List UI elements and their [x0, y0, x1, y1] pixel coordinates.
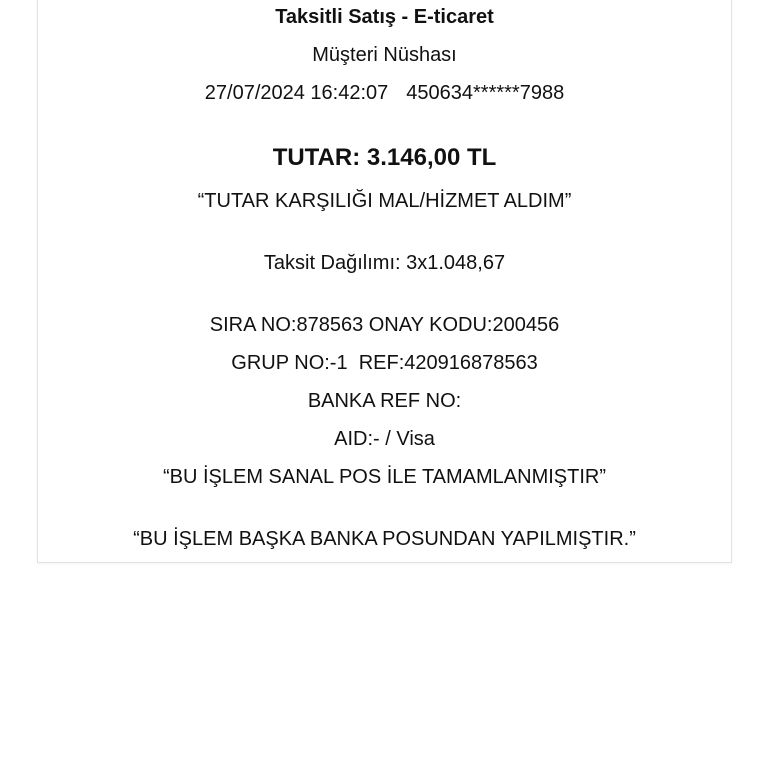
receipt-title: Taksitli Satış - E-ticaret [275, 6, 494, 28]
installment-breakdown: Taksit Dağılımı: 3x1.048,67 [263, 252, 506, 274]
aid-card-brand: AID:- / Visa [334, 428, 435, 450]
receipt-card [37, 0, 732, 563]
other-bank-note: “BU İŞLEM BAŞKA BANKA POSUNDAN YAPILMIŞTIR.” [133, 528, 636, 550]
virtual-pos-note: “BU İŞLEM SANAL POS İLE TAMAMLANMIŞTIR” [162, 466, 607, 488]
amount: TUTAR: 3.146,00 TL [272, 144, 497, 171]
bank-ref: BANKA REF NO: [307, 390, 462, 412]
group-ref: GRUP NO:-1 REF:420916878563 [231, 352, 538, 374]
masked-card-number: 450634******7988 [406, 82, 565, 104]
transaction-datetime: 27/07/2024 16:42:07 [204, 82, 389, 104]
copy-label: Müşteri Nüshası [312, 44, 457, 66]
acknowledgement-text: “TUTAR KARŞILIĞI MAL/HİZMET ALDIM” [197, 190, 572, 212]
sequence-approval-code: SIRA NO:878563 ONAY KODU:200456 [209, 314, 560, 336]
datetime-card-row [38, 81, 731, 105]
